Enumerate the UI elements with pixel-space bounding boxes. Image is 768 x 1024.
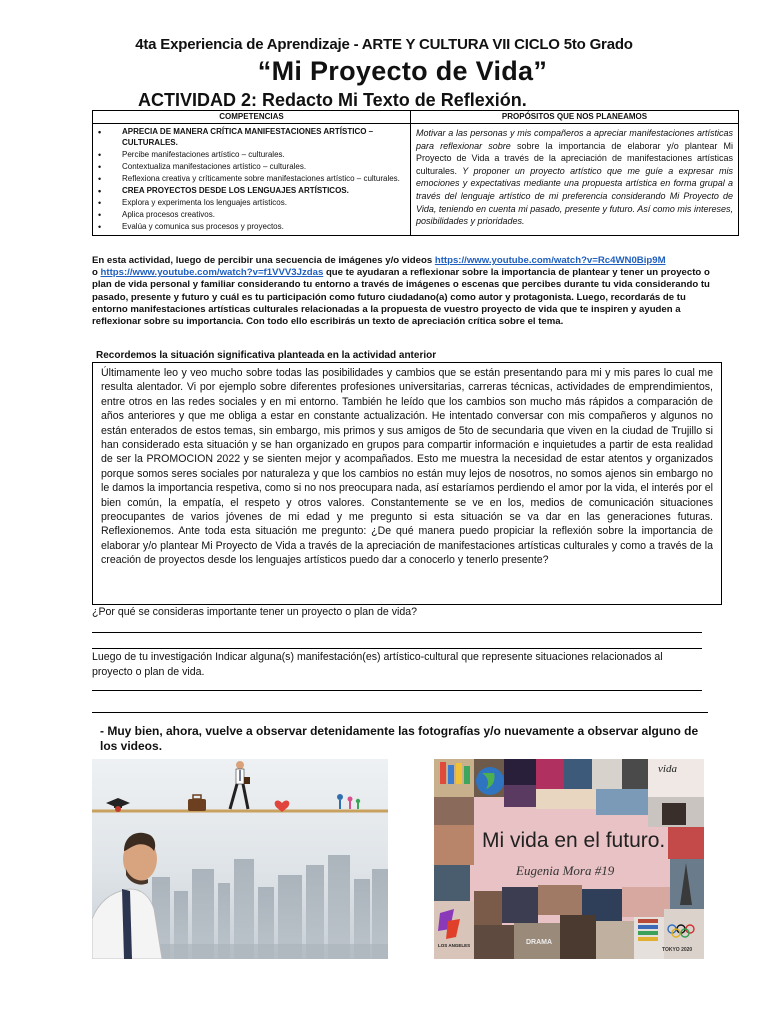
competencia-item: • APRECIA DE MANERA CRÍTICA MANIFESTACIONES ARTÍSTICO – CULTURALES. (122, 127, 409, 148)
question-2: Luego de tu investigación Indicar alguna(s) manifestación(es) artístico-cultural que represente situaciones relacionados al proyecto o plan de vida. (92, 651, 663, 678)
competencia-item: • CREA PROYECTOS DESDE LOS LENGUAJES ARTÍSTICOS. (122, 186, 409, 197)
proposito-text-1: Motivar a las personas y mis compañeros a apreciar manifestaciones artísticas para reflexionar sobre (416, 128, 733, 151)
competencia-item: • Contextualiza manifestaciones artístico – culturales. (122, 162, 409, 173)
collage-tokyo-label: TOKYO 2020 (662, 947, 693, 953)
intro-text-2: o (92, 267, 101, 279)
instruction-text: - Muy bien, ahora, vuelve a observar detenidamente las fotografías y/o nuevamente a observar alguno de los videos. (100, 724, 699, 753)
competencias-cell (93, 124, 411, 236)
collage-drama-label: DRAMA (526, 939, 553, 946)
question-1: ¿Por qué se consideras importante tener un proyecto o plan de vida? (92, 606, 418, 618)
collage-la-label: LOS ANGELES (438, 943, 471, 948)
recordemos-heading: Recordemos la situación significativa planteada en la actividad anterior (96, 350, 437, 361)
competencias-header: COMPETENCIAS (93, 111, 411, 124)
competencia-item: • Evalúa y comunica sus procesos y proyectos. (122, 222, 409, 233)
proposito-text-2: sobre la importancia de elaborar y/o plantear Mi Proyecto de Vida a través de la apreciación de manifestaciones artísticas culturales. (416, 140, 733, 176)
proposito-text-3: Y proponer un proyecto artístico que me guíe a expresar mis emociones y expectativas mediante una propuesta artística en forma grupal a través del lenguaje artístico de mi preferencia considerando Mi Proyecto de Vida, teniendo en cuenta mi pasado, presente y futuro. Así como mis intereses, posibilidades y prioridades. (416, 165, 733, 227)
competencia-item: • Reflexiona creativa y críticamente sobre manifestaciones artístico – culturales. (122, 174, 409, 185)
situacion-significativa-box: Últimamente leo y veo mucho sobre todas las posibilidades y cambios que se están presentando para mi y mis pares lo cual me resulta alentador. Vi por ejemplo sobre diferentes profesiones universitarias, carreras técnicas, actividades de emprendimientos, entre otros en las redes sociales y en mi entorno. También he leído que los cambios son mucho más rápidos a comparación de años anteriores y que me obliga a estar en constante actualización. He intentado conversar con mis compañeros y algunos no están enterados de estos temas, sin embargo, mis primos y sus amigos de 5to de secundaria que viven en la ciudad de Trujillo si han considerado esta situación y se han organizado en grupos para compartir información e inquietudes a partir de esta realidad de ser la PROMOCION 2022 y se sienten mejor y acompañados. Esto me muestra la necesidad de estar atentos y organizados porque somos seres sociales por naturaleza y que los cambios no están muy lejos de nosotros, no somos ajenos sin embargo no le damos la importancia respetiva, como si no nos preocupara nada, así estaríamos perdiendo el amor por la vida, el interés por el bien común, la empatía, el respeto y otros valores. Constantemente se ve en los, medios de comunicación situaciones preocupantes de varios jóvenes de mi edad y me pregunto si esta situación se va dar en las generaciones futuras. Reflexionemos. Ante toda esta situación me pregunto: ¿De qué manera puedo propiciar la reflexión sobre la importancia de elaborar y/o plantear Mi Proyecto de Vida a través de la apreciación de manifestaciones artísticas culturales y como a través de la creación de proyectos desde los lenguajes artísticos puedo dar a conocerlo y tenerlo presente? (92, 362, 722, 605)
answer-line[interactable] (92, 690, 702, 691)
header-course-line: 4ta Experiencia de Aprendizaje - ARTE Y CULTURA VII CICLO 5to Grado (135, 36, 633, 53)
video-link-2[interactable]: https://www.youtube.com/watch?v=f1VVV3Jzdas (100, 267, 324, 279)
intro-text-1: En esta actividad, luego de percibir una secuencia de imágenes y/o videos (92, 255, 435, 266)
competencia-item: • Explora y experimenta los lenguajes artísticos. (122, 198, 409, 209)
future-collage-image (434, 759, 704, 959)
competencia-item: • Aplica procesos creativos. (122, 210, 409, 221)
propositos-cell (411, 124, 739, 236)
competencia-item: • Percibe manifestaciones artístico – culturales. (122, 150, 409, 161)
video-link-1[interactable]: https://www.youtube.com/watch?v=Rc4WN0Bip9M (434, 255, 666, 266)
answer-line[interactable] (92, 648, 702, 649)
propositos-header: PROPÓSITOS QUE NOS PLANEAMOS (411, 111, 739, 124)
life-path-photo (92, 759, 388, 959)
competencias-table (92, 110, 739, 236)
intro-paragraph (92, 255, 714, 328)
collage-title: Mi vida en el futuro. (482, 829, 666, 852)
answer-line[interactable] (92, 712, 708, 713)
collage-author: Eugenia Mora #19 (516, 863, 615, 878)
answer-line[interactable] (92, 632, 702, 633)
intro-text-3: que te ayudaran a reflexionar sobre la importancia de plantear y tener un proyecto o plan de vida personal y familiar considerando tu entorno a través de imágenes o escenas que percibes durante tu vida considerando tu pasado, presente y futuro y cuál es tu participación como futuro ciudadano(a) como autor y protagonista. Luego, recordarás de tu entorno manifestaciones artísticas culturales relacionadas a la propuesta de vuestro proyecto de vida que te inspiren y ayuden a reflexionar sobre su importancia. Con todo ello escribirás un texto de apreciación crítica sobre el tema. (92, 267, 710, 328)
activity-title: ACTIVIDAD 2: Redacto Mi Texto de Reflexión. (138, 90, 527, 110)
collage-vida-label: vida (658, 763, 677, 775)
page-title: “Mi Proyecto de Vida” (257, 56, 548, 86)
